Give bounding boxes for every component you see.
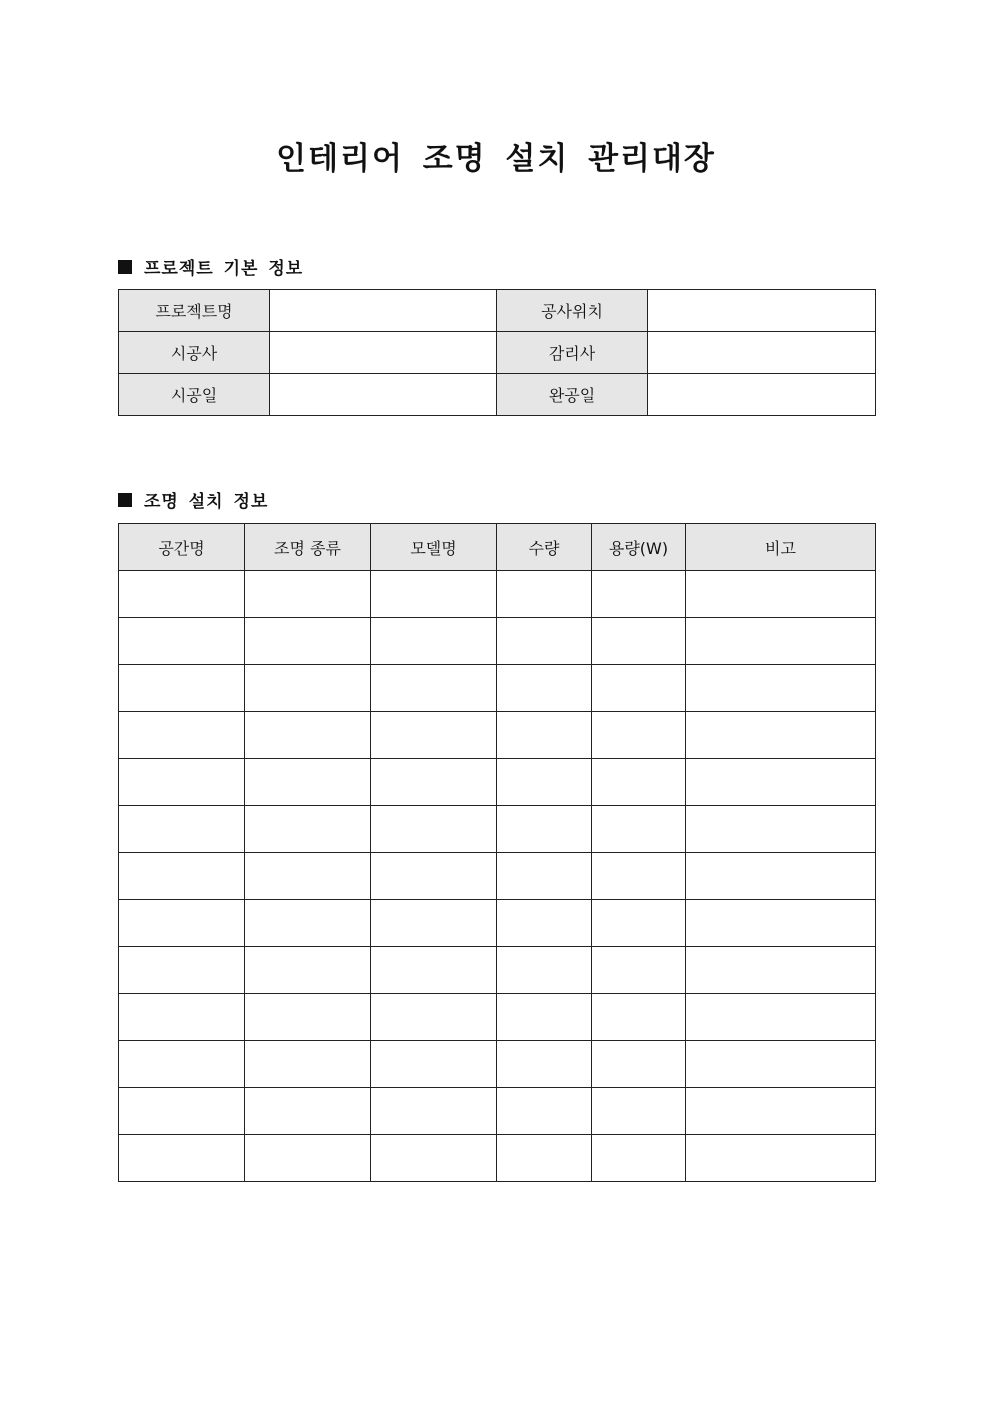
project-info-heading-text: 프로젝트 기본 정보 [144,259,304,279]
model-name-cell[interactable] [371,947,497,994]
lighting-type-cell[interactable] [245,806,371,853]
completion-date-label: 완공일 [497,374,648,416]
remarks-cell[interactable] [686,853,876,900]
lighting-type-cell[interactable] [245,571,371,618]
start-date-label: 시공일 [119,374,270,416]
wattage-cell[interactable] [592,759,686,806]
quantity-cell[interactable] [497,1041,592,1088]
quantity-cell[interactable] [497,618,592,665]
model-name-cell[interactable] [371,853,497,900]
remarks-cell[interactable] [686,712,876,759]
wattage-cell[interactable] [592,712,686,759]
space-name-cell[interactable] [119,759,245,806]
quantity-cell[interactable] [497,1088,592,1135]
remarks-cell[interactable] [686,571,876,618]
wattage-cell[interactable] [592,994,686,1041]
table-row [119,806,876,853]
model-name-cell[interactable] [371,759,497,806]
space-name-cell[interactable] [119,806,245,853]
lighting-type-cell[interactable] [245,853,371,900]
supervisor-field[interactable] [648,332,876,374]
supervisor-label: 감리사 [497,332,648,374]
table-row [119,618,876,665]
lighting-type-cell[interactable] [245,994,371,1041]
table-row [119,571,876,618]
table-header-row [119,524,876,571]
model-name-cell[interactable] [371,665,497,712]
table-row [119,994,876,1041]
remarks-cell[interactable] [686,1088,876,1135]
project-name-field[interactable] [270,290,497,332]
column-header-lighting-type: 조명 종류 [245,524,371,571]
table-row [119,947,876,994]
table-row [119,712,876,759]
table-row [119,1135,876,1182]
table-row [119,332,876,374]
table-row [119,1088,876,1135]
remarks-cell[interactable] [686,665,876,712]
site-location-label: 공사위치 [497,290,648,332]
quantity-cell[interactable] [497,665,592,712]
model-name-cell[interactable] [371,712,497,759]
lighting-type-cell[interactable] [245,1088,371,1135]
column-header-wattage: 용량(W) [592,524,686,571]
project-name-label: 프로젝트명 [119,290,270,332]
model-name-cell[interactable] [371,618,497,665]
remarks-cell[interactable] [686,618,876,665]
square-bullet-icon [118,260,132,274]
column-header-quantity: 수량 [497,524,592,571]
space-name-cell[interactable] [119,1041,245,1088]
model-name-cell[interactable] [371,1135,497,1182]
model-name-cell[interactable] [371,571,497,618]
column-header-model-name: 모델명 [371,524,497,571]
quantity-cell[interactable] [497,759,592,806]
site-location-field[interactable] [648,290,876,332]
model-name-cell[interactable] [371,1088,497,1135]
lighting-type-cell[interactable] [245,900,371,947]
model-name-cell[interactable] [371,1041,497,1088]
space-name-cell[interactable] [119,900,245,947]
space-name-cell[interactable] [119,571,245,618]
lighting-info-heading-text: 조명 설치 정보 [144,492,269,512]
quantity-cell[interactable] [497,806,592,853]
table-row [119,1041,876,1088]
lighting-type-cell[interactable] [245,1135,371,1182]
lighting-info-heading [118,487,268,512]
contractor-label: 시공사 [119,332,270,374]
wattage-cell[interactable] [592,900,686,947]
wattage-cell[interactable] [592,618,686,665]
remarks-cell[interactable] [686,1135,876,1182]
quantity-cell[interactable] [497,1135,592,1182]
space-name-cell[interactable] [119,947,245,994]
wattage-cell[interactable] [592,806,686,853]
lighting-type-cell[interactable] [245,712,371,759]
lighting-type-cell[interactable] [245,947,371,994]
table-row [119,374,876,416]
remarks-cell[interactable] [686,1041,876,1088]
quantity-cell[interactable] [497,994,592,1041]
quantity-cell[interactable] [497,712,592,759]
column-header-remarks: 비고 [686,524,876,571]
lighting-type-cell[interactable] [245,618,371,665]
model-name-cell[interactable] [371,806,497,853]
remarks-cell[interactable] [686,806,876,853]
space-name-cell[interactable] [119,1088,245,1135]
quantity-cell[interactable] [497,571,592,618]
space-name-cell[interactable] [119,665,245,712]
space-name-cell[interactable] [119,712,245,759]
lighting-install-table [118,523,876,1182]
quantity-cell[interactable] [497,853,592,900]
table-row [119,665,876,712]
model-name-cell[interactable] [371,994,497,1041]
wattage-cell[interactable] [592,571,686,618]
space-name-cell[interactable] [119,618,245,665]
wattage-cell[interactable] [592,853,686,900]
wattage-cell[interactable] [592,1041,686,1088]
remarks-cell[interactable] [686,947,876,994]
quantity-cell[interactable] [497,947,592,994]
wattage-cell[interactable] [592,947,686,994]
space-name-cell[interactable] [119,994,245,1041]
page-title: 인테리어 조명 설치 관리대장 [276,141,716,177]
lighting-type-cell[interactable] [245,665,371,712]
model-name-cell[interactable] [371,900,497,947]
start-date-field[interactable] [270,374,497,416]
table-row [119,759,876,806]
remarks-cell[interactable] [686,759,876,806]
completion-date-field[interactable] [648,374,876,416]
table-row [119,290,876,332]
project-info-heading [118,254,303,279]
quantity-cell[interactable] [497,900,592,947]
column-header-space-name: 공간명 [119,524,245,571]
remarks-cell[interactable] [686,900,876,947]
table-row [119,900,876,947]
wattage-cell[interactable] [592,1088,686,1135]
lighting-table-body [119,571,876,1182]
table-row [119,853,876,900]
lighting-type-cell[interactable] [245,1041,371,1088]
contractor-field[interactable] [270,332,497,374]
lighting-type-cell[interactable] [245,759,371,806]
space-name-cell[interactable] [119,1135,245,1182]
wattage-cell[interactable] [592,1135,686,1182]
remarks-cell[interactable] [686,994,876,1041]
space-name-cell[interactable] [119,853,245,900]
wattage-cell[interactable] [592,665,686,712]
square-bullet-icon [118,493,132,507]
project-info-table [118,289,876,416]
